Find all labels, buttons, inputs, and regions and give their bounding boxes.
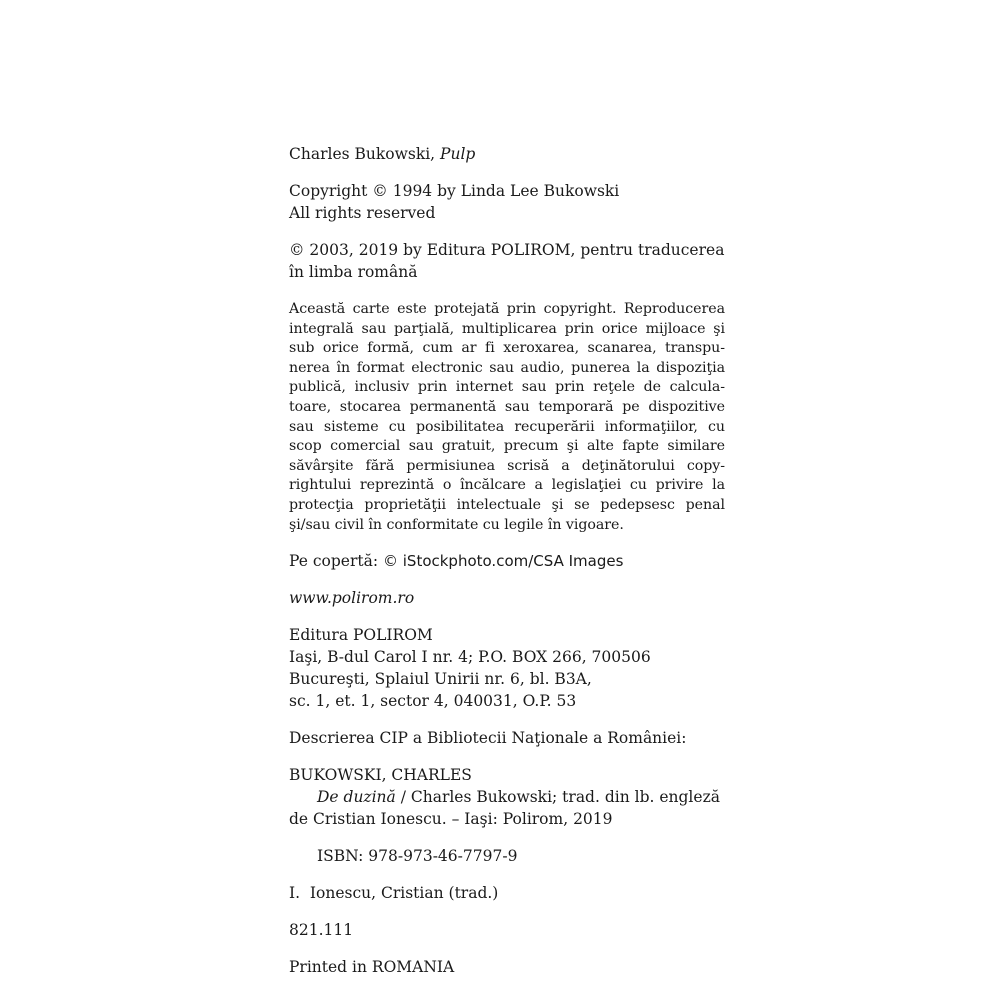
- legal-line: şi/sau civil în conformitate cu legile în vigoare.: [289, 516, 624, 533]
- publisher-address-line: Bucureşti, Splaiul Unirii nr. 6, bl. B3A,: [289, 670, 592, 689]
- copyright-line-1: Copyright © 1994 by Linda Lee Bukowski: [289, 182, 620, 200]
- copyright-line-2: All rights reserved: [289, 204, 436, 222]
- legal-line: nerea în format electronic sau audio, punerea la dispoziţia: [289, 359, 725, 376]
- cip-author-heading: BUKOWSKI, CHARLES: [289, 766, 472, 785]
- cip-translator: [289, 882, 725, 904]
- title-line: [289, 143, 725, 165]
- cip-heading: Descrierea CIP a Bibliotecii Naţionale a României:: [289, 729, 687, 748]
- cover-credit: [289, 550, 725, 572]
- cip-translator-number: I.: [289, 884, 301, 903]
- translation-line-1: © 2003, 2019 by Editura POLIROM, pentru traducerea: [289, 241, 725, 259]
- author-name: Charles Bukowski,: [289, 145, 436, 163]
- legal-line: publică, inclusiv prin internet sau prin reţele de calcula-: [289, 379, 725, 396]
- publisher-name: Editura POLIROM: [289, 626, 433, 645]
- cover-label: Pe copertă:: [289, 552, 379, 571]
- cip-translator-name: Ionescu, Cristian (trad.): [309, 884, 499, 903]
- publisher-address-line: sc. 1, et. 1, sector 4, 040031, O.P. 53: [289, 692, 577, 711]
- legal-line: sub orice formă, cum ar fi xeroxarea, scanarea, transpu-: [289, 340, 725, 357]
- translation-line-2: în limba română: [289, 263, 418, 281]
- cip-romanian-title: De duzină: [317, 788, 396, 807]
- cover-photo-credit: © iStockphoto.com/CSA Images: [382, 552, 624, 571]
- publisher-address: [289, 624, 725, 712]
- legal-line: Această carte este protejată prin copyright. Reproducerea: [289, 301, 725, 317]
- legal-line: rightului reprezintă o încălcare a legislaţiei cu privire la: [289, 477, 725, 494]
- legal-line: sau sisteme cu posibilitatea recuperării informaţiilor, cu: [289, 418, 725, 435]
- legal-line: scop comercial sau gratuit, precum şi alte fapte similare: [289, 438, 725, 455]
- cip-record: [289, 764, 725, 978]
- legal-line: săvârşite fără permisiunea scrisă a deţinătorului copy-: [289, 457, 725, 474]
- printed-in: Printed in ROMANIA: [289, 958, 455, 977]
- original-title: Pulp: [440, 145, 476, 163]
- legal-notice: [289, 300, 725, 535]
- publisher-address-line: Iaşi, B-dul Carol I nr. 4; P.O. BOX 266, 700506: [289, 648, 651, 667]
- isbn: ISBN: 978-973-46-7797-9: [317, 847, 518, 866]
- website-link[interactable]: www.polirom.ro: [289, 589, 415, 608]
- cip-title-continuation: de Cristian Ionescu. – Iaşi: Polirom, 2019: [289, 810, 613, 829]
- cip-classification: 821.111: [289, 921, 354, 940]
- translation-rights-block: [289, 239, 725, 283]
- legal-line: protecţia proprietăţii intelectuale şi se pedepsesc penal: [289, 496, 725, 513]
- copyright-page: [289, 143, 725, 978]
- cip-title-rest: / Charles Bukowski; trad. din lb. engleză: [395, 788, 720, 807]
- legal-line: integrală sau parţială, multiplicarea prin orice mijloace şi: [289, 320, 725, 337]
- cip-title-line: [289, 786, 725, 808]
- copyright-block: [289, 180, 725, 224]
- legal-line: toare, stocarea permanentă sau temporară pe dispozitive: [289, 398, 725, 415]
